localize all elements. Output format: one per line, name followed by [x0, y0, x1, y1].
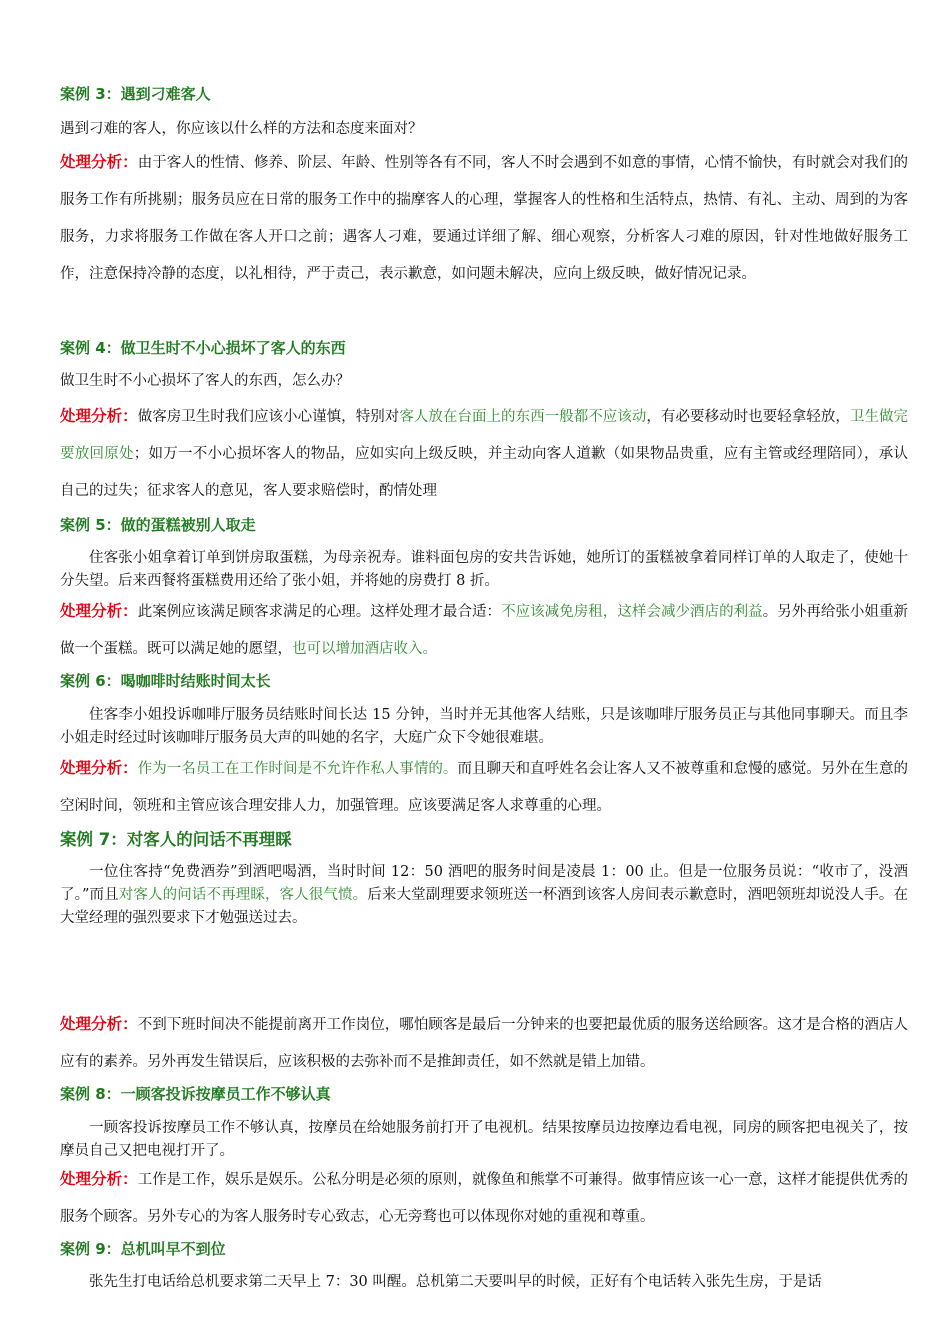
case-7-story-text-2: 后来大堂副理要求领班送一杯酒到该客人房间表示歉意时，酒吧领班却说没人手。在大堂经理的强烈要求下才勉强送过去。 [60, 887, 909, 926]
case-6-analysis [60, 750, 908, 825]
analysis-label: 处理分析： [60, 153, 138, 171]
case-6-analysis-highlight-1: 作为一名员工在工作时间是不允许作私人事情的。 [137, 761, 458, 777]
case-8-story: 一顾客投诉按摩员工作不够认真，按摩员在给她服务前打开了电视机。结果按摩员边按摩边看电视，同房的顾客把电视关了，按摩员自己又把电视打开了。 [60, 1120, 908, 1159]
case-5-analysis-text-1: 此案例应该满足顾客求满足的心理。这样处理才最合适： [137, 604, 502, 620]
case-7-analysis-text: 不到下班时间决不能提前离开工作岗位，哪怕顾客是最后一分钟来的也要把最优质的服务送给顾客。这才是合格的酒店人应有的素养。另外再发生错误后，应该积极的去弥补而不是推卸责任，如不然就是错上加错。 [60, 1017, 908, 1070]
case-8-title: 案例 8：一顾客投诉按摩员工作不够认真 [60, 1085, 331, 1103]
case-4-question: 做卫生时不小心损坏了客人的东西，怎么办？ [60, 373, 350, 389]
analysis-label: 处理分析： [60, 407, 138, 425]
case-3-title: 案例 3：遇到刁难客人 [60, 85, 211, 103]
case-9-title: 案例 9：总机叫早不到位 [60, 1240, 226, 1258]
case-4-analysis-highlight-1: 客人放在台面上的东西一般都不应该动 [399, 409, 647, 425]
analysis-label: 处理分析： [60, 1015, 138, 1033]
case-5-analysis-text-2: 。另外再给张小姐重新做一个蛋糕。既可以满足她的愿望， [60, 604, 909, 657]
analysis-label: 处理分析： [60, 759, 138, 777]
case-4-analysis-text-3: ；如万一不小心损坏客人的物品，应如实向上级反映，并主动向客人道歉（如果物品贵重，应有主管或经理陪同），承认自己的过失；征求客人的意见，客人要求赔偿时，酌情处理 [60, 446, 908, 499]
case-5-title: 案例 5：做的蛋糕被别人取走 [60, 516, 256, 534]
case-5-analysis-highlight-2: 也可以增加酒店收入。 [292, 641, 437, 657]
analysis-label: 处理分析： [60, 1170, 138, 1188]
case-9-story: 张先生打电话给总机要求第二天早上 7：30 叫醒。总机第二天要叫早的时候，正好有个电话转入张先生房，于是话 [89, 1274, 822, 1290]
case-6-analysis-text-2: 而且聊天和直呼姓名会让客人又不被尊重和怠慢的感觉。另外在生意的空闲时间，领班和主管应该合理安排人力，加强管理。应该要满足客人求尊重的心理。 [60, 761, 908, 814]
analysis-label: 处理分析： [60, 602, 138, 620]
case-8-analysis-text: 工作是工作，娱乐是娱乐。公私分明是必须的原则，就像鱼和熊掌不可兼得。做事情应该一心一意，这样才能提供优秀的服务个顾客。另外专心的为客人服务时专心致志，心无旁骛也可以体现你对她的重视和尊重。 [60, 1172, 908, 1225]
case-7-title: 案例 7：对客人的问话不再理睬 [60, 830, 292, 849]
case-5-analysis [60, 593, 908, 668]
case-7-story-highlight: 对客人的问话不再理睬，客人很气愤。 [118, 887, 368, 903]
case-4-title: 案例 4：做卫生时不小心损坏了客人的东西 [60, 339, 346, 357]
case-7-analysis [60, 1006, 908, 1081]
case-5-story: 住客张小姐拿着订单到饼房取蛋糕，为母亲祝寿。谁料面包房的安共告诉她，她所订的蛋糕被拿着同样订单的人取走了，使她十分失望。后来西餐将蛋糕费用还给了张小姐，并将她的房费打 8 折。 [60, 550, 908, 589]
case-3-analysis-text: 由于客人的性情、修养、阶层、年龄、性别等各有不同，客人不时会遇到不如意的事情，心情不愉快，有时就会对我们的服务工作有所挑剔；服务员应在日常的服务工作中的揣摩客人的心理，掌握客人的性格和生活特点，热情、有礼、主动、周到的为客服务，力求将服务工作做在客人开口之前；遇客人刁难，要通过详细了解、细心观察，分析客人刁难的原因，针对性地做好服务工作，注意保持冷静的态度，以礼相待，严于责己，表示歉意，如问题未解决，应向上级反映，做好情况记录。 [60, 155, 908, 282]
case-5-analysis-highlight-1: 不应该减免房租，这样会减少酒店的利益 [501, 604, 763, 620]
case-4-analysis-highlight-2: 卫生做完要放回原处 [60, 409, 909, 462]
case-6-story: 住客李小姐投诉咖啡厅服务员结账时间长达 15 分钟，当时并无其他客人结账，只是该咖啡厅服务员正与其他同事聊天。而且李小姐走时经过时该咖啡厅服务员大声的叫她的名字，大庭广众下令她很难堪。 [60, 707, 908, 746]
case-3-analysis [60, 144, 908, 293]
case-7-story-text-1: 一位住客持“免费酒券”到酒吧喝酒，当时时间 12：50 酒吧的服务时间是凌晨 1：00 止。但是一位服务员说：“收市了，没酒了。”而且 [60, 864, 908, 903]
case-8-analysis [60, 1161, 908, 1236]
case-4-analysis [60, 398, 908, 510]
case-4-analysis-text-1: 做客房卫生时我们应该小心谨慎，特别对 [137, 409, 400, 425]
case-6-title: 案例 6：喝咖啡时结账时间太长 [60, 672, 271, 690]
case-7-story [60, 861, 908, 930]
case-3-question: 遇到刁难的客人，你应该以什么样的方法和态度来面对？ [60, 121, 423, 137]
case-4-analysis-text-2: ，有必要移动时也要轻拿轻放， [646, 409, 850, 425]
